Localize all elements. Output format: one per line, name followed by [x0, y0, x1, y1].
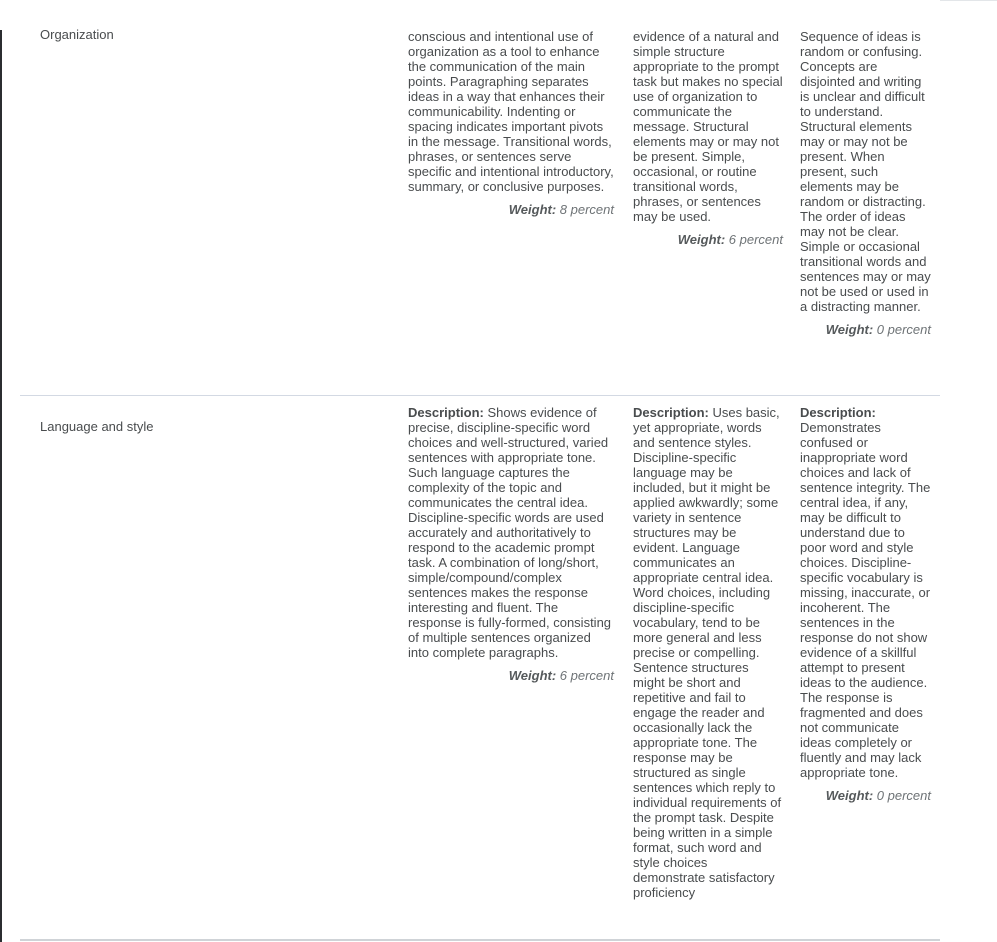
description-label: Description: [800, 405, 876, 420]
level-cell [800, 405, 931, 803]
weight-label: Weight: [677, 232, 726, 247]
rubric-row-language-and-style [20, 395, 940, 942]
weight-value: 6 percent [559, 668, 614, 683]
level-weight [800, 788, 931, 803]
weight-value: 8 percent [559, 202, 614, 217]
description-text: conscious and intentional use of organization as a tool to enhance the communication of the main points. Paragraphing separates ideas in a way that enhances their communicability. Indenting or spacing indicates important pivots in the message. Transitional words, phrases, or sentences serve specific and intentional introductory, summary, or conclusive purposes. [408, 29, 614, 194]
level-description [633, 29, 783, 224]
weight-label: Weight: [508, 668, 557, 683]
top-divider [940, 0, 997, 1]
level-cell [800, 29, 931, 337]
level-description [408, 29, 614, 194]
level-weight [408, 668, 614, 683]
level-description [800, 29, 931, 314]
level-cell [408, 405, 614, 683]
description-text: Sequence of ideas is random or confusing. Concepts are disjointed and writing is unclear and difficult to understand. Structural elements may or may not be present. When present, such elements may be random or distracting. The order of ideas may not be clear. Simple or occasional transitional words and sentences may or may not be used or used in a distracting manner. [800, 29, 931, 314]
level-description [633, 405, 783, 900]
weight-label: Weight: [508, 202, 557, 217]
level-cell [408, 29, 614, 217]
level-description [800, 405, 931, 780]
left-edge-border [0, 30, 2, 942]
weight-label: Weight: [825, 788, 874, 803]
criterion-name: Organization [40, 27, 114, 42]
description-label: Description: [633, 405, 709, 420]
level-weight [800, 322, 931, 337]
description-text: evidence of a natural and simple structure appropriate to the prompt task but makes no special use of organization to communicate the message. Structural elements may or may not be present. Simple, occasional, or routine transitional words, phrases, or sentences may be used. [633, 29, 783, 224]
level-description [408, 405, 614, 660]
level-weight [633, 232, 783, 247]
criterion-name: Language and style [40, 419, 154, 434]
weight-value: 0 percent [876, 788, 931, 803]
weight-value: 6 percent [728, 232, 783, 247]
weight-value: 0 percent [876, 322, 931, 337]
bottom-divider [20, 939, 940, 941]
description-label: Description: [408, 405, 484, 420]
level-cell [633, 29, 783, 247]
rubric-row-organization [20, 0, 940, 395]
level-cell [633, 405, 783, 900]
description-text: Uses basic, yet appropriate, words and sentence styles. Discipline-specific language may be included, but it might be applied awkwardly; some variety in sentence structures may be evident. Language communicates an appropriate central idea. Word choices, including discipline-specific vocabulary, tend to be more general and less precise or compelling. Sentence structures might be short and repetitive and fail to engage the reader and occasionally lack the appropriate tone. The response may be structured as single sentences which reply to individual requirements of the prompt task. Despite being written in a simple format, such word and style choices demonstrate satisfactory proficiency [633, 405, 782, 900]
description-text: Shows evidence of precise, discipline-specific word choices and well-structured, varied sentences with appropriate tone. Such language captures the complexity of the topic and communicates the central idea. Discipline-specific words are used accurately and authoritatively to respond to the academic prompt task. A combination of long/short, simple/compound/complex sentences makes the response interesting and fluent. The response is fully-formed, consisting of multiple sentences organized into complete paragraphs. [408, 405, 612, 660]
description-text: Demonstrates confused or inappropriate word choices and lack of sentence integrity. The central idea, if any, may be difficult to understand due to poor word and style choices. Discipline-specific vocabulary is missing, inaccurate, or incoherent. The sentences in the response do not show evidence of a skillful attempt to present ideas to the audience. The response is fragmented and does not communicate ideas completely or fluently and may lack appropriate tone. [800, 420, 931, 780]
weight-label: Weight: [825, 322, 874, 337]
level-weight [408, 202, 614, 217]
